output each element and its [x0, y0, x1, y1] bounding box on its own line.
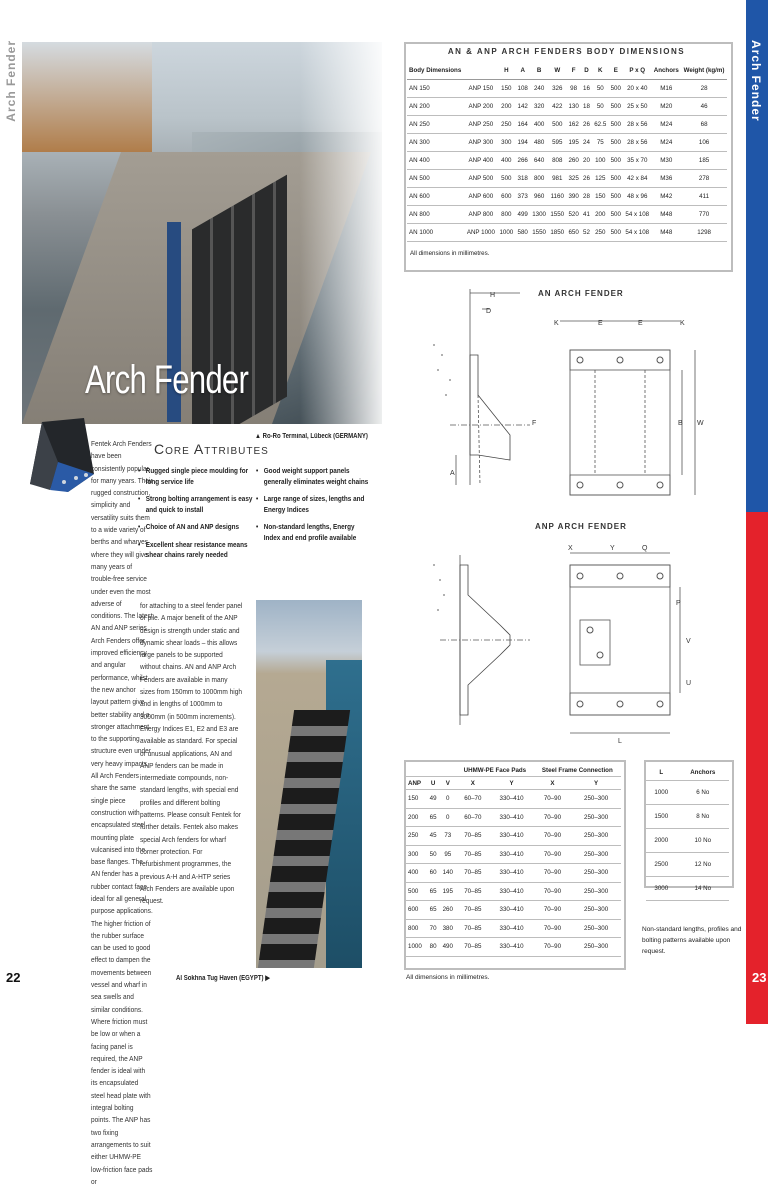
table-cell: 25 x 50	[623, 98, 651, 116]
table-cell: 70	[427, 919, 440, 938]
core-attributes-list-1	[138, 466, 258, 568]
table-cell: 250–300	[571, 901, 621, 920]
table-cell: 200	[592, 206, 608, 224]
table-cell: 52	[581, 224, 592, 242]
table-cell: ANP 250	[464, 116, 497, 134]
table-cell: 100	[592, 152, 608, 170]
core-attributes-title: Core Attributes	[154, 441, 269, 457]
table-cell: 108	[515, 80, 530, 98]
table-cell: 98	[566, 80, 581, 98]
column-header: X	[456, 777, 489, 790]
table-cell: 150	[497, 80, 515, 98]
table-cell: AN 1000	[407, 224, 464, 242]
table-cell: 70–85	[456, 919, 489, 938]
table-cell: 106	[681, 134, 727, 152]
table-cell: 18	[581, 98, 592, 116]
table-cell: 330–410	[489, 901, 533, 920]
table-cell: 300	[497, 134, 515, 152]
table-cell: 10 No	[677, 829, 729, 853]
table-cell: 140	[439, 864, 456, 883]
dimensions-table-title: AN & ANP ARCH FENDERS BODY DIMENSIONS	[447, 47, 686, 56]
table-cell: 500	[608, 98, 623, 116]
table-cell: 800	[530, 170, 548, 188]
table-cell: 70–90	[534, 845, 572, 864]
table-cell: 250–300	[571, 864, 621, 883]
table-cell: 12 No	[677, 853, 729, 877]
table-cell: 54 x 108	[623, 224, 651, 242]
table-cell: 200	[497, 98, 515, 116]
table-cell: 380	[439, 919, 456, 938]
table-cell: M48	[651, 224, 681, 242]
table-cell: ANP 400	[464, 152, 497, 170]
section-label-right: Arch Fender	[749, 40, 763, 122]
table-row	[406, 845, 621, 864]
label-f: F	[532, 420, 537, 427]
table-cell: 45	[427, 827, 440, 846]
table-cell: 800	[406, 919, 427, 938]
table-cell: 330–410	[489, 864, 533, 883]
table-cell: 250–300	[571, 845, 621, 864]
table-cell: 2500	[646, 853, 677, 877]
table-cell: 500	[608, 170, 623, 188]
table-cell: 65	[427, 901, 440, 920]
column-header: Anchors	[677, 764, 729, 781]
table-cell: 70–90	[534, 882, 572, 901]
table-cell: 28	[581, 188, 592, 206]
table-cell: 54 x 108	[623, 206, 651, 224]
table-cell: 390	[566, 188, 581, 206]
table-cell: 260	[439, 901, 456, 920]
table-cell: 73	[439, 827, 456, 846]
table-cell: 1160	[548, 188, 566, 206]
column-header: Y	[571, 777, 621, 790]
label-b: B	[678, 420, 683, 427]
table-cell: 411	[681, 188, 727, 206]
table-row	[407, 116, 727, 134]
table-cell: 1000	[406, 938, 427, 957]
table-row	[407, 206, 727, 224]
table-row	[406, 938, 621, 957]
table-cell: 278	[681, 170, 727, 188]
table-cell: 3000	[646, 877, 677, 901]
column-header: E	[608, 62, 623, 80]
table-cell: 330–410	[489, 938, 533, 957]
length-anchors-table	[646, 764, 729, 901]
table-cell: 75	[592, 134, 608, 152]
table-cell: 326	[548, 80, 566, 98]
table-cell: 500	[497, 170, 515, 188]
table-cell: 1850	[548, 224, 566, 242]
table-cell: 600	[406, 901, 427, 920]
table-cell: 500	[608, 152, 623, 170]
label-q: Q	[642, 545, 648, 552]
anp-arch-fender-drawing	[420, 535, 720, 750]
photo-caption-top: ▲ Ro-Ro Terminal, Lübeck (GERMANY)	[255, 433, 368, 440]
nonstandard-note: Non-standard lengths, profiles and bolting patterns available upon request.	[642, 926, 742, 955]
table-cell: 808	[548, 152, 566, 170]
attribute-item: • Good weight support panels generally eliminates weight chains	[256, 466, 372, 487]
table-cell: 35 x 70	[623, 152, 651, 170]
column-header: B	[530, 62, 548, 80]
label-p: P	[676, 600, 681, 607]
table-cell: 0	[439, 808, 456, 827]
page-number-right: 23	[752, 970, 767, 985]
table-cell: 60	[427, 864, 440, 883]
column-header: A	[515, 62, 530, 80]
table-cell: 500	[608, 134, 623, 152]
table-cell: 800	[497, 206, 515, 224]
table-cell: 48 x 96	[623, 188, 651, 206]
table-cell: 595	[548, 134, 566, 152]
wharf-photo	[256, 600, 362, 968]
table-cell: 0	[439, 790, 456, 809]
table-cell: 250–300	[571, 938, 621, 957]
column-header: U	[427, 777, 440, 790]
table-row	[646, 853, 729, 877]
attribute-item: • Excellent shear resistance means shear chains rarely needed	[138, 540, 258, 561]
table-cell: 16	[581, 80, 592, 98]
red-edge-strip	[746, 512, 768, 1024]
column-header: Body Dimensions	[407, 62, 464, 80]
table-row	[406, 790, 621, 809]
table-cell: 981	[548, 170, 566, 188]
table-cell: 770	[681, 206, 727, 224]
attribute-item: • Non-standard lengths, Energy Index and end profile available	[256, 522, 372, 543]
table-cell: AN 800	[407, 206, 464, 224]
intro-paragraph: Fentek Arch Fenders have been consistently popular for many years. Their rugged construction, simplicity and versatility suits them to a wide variety of berths and wharves where they will give many years of trouble-free service under even the most adverse of conditions. The latest AN and ANP series Arch Fenders offer improved efficiency and angular performance, whilst the new anchor layout pattern give better stability and a stronger attachment to the supporting structure even under very heavy impacts. All Arch Fenders share the same single piece construction with encapsulated steel mounting plate vulcanised into the base flanges. The AN fender has a rubber contact face ideal for all general purpose applications. The higher friction of the rubber surface can be used to good effect to dampen the movements between vessel and wharf in sea swells and similar conditions. Where friction must be low or when a facing panel is required, the ANP fender is ideal with its encapsulated steel head plate with integral bolting points. The ANP has two fixing arrangements to suit either UHMW-PE low-friction face pads or	[91, 439, 153, 1186]
table-cell: 70–90	[534, 827, 572, 846]
table-cell: 330–410	[489, 827, 533, 846]
table-cell: 320	[530, 98, 548, 116]
table-cell: M48	[651, 206, 681, 224]
table-cell: ANP 150	[464, 80, 497, 98]
table-cell: 8 No	[677, 805, 729, 829]
table-row	[407, 80, 727, 98]
table-cell: 240	[530, 80, 548, 98]
hero-title: Arch Fender	[85, 358, 249, 402]
table-cell: 70–90	[534, 808, 572, 827]
table-cell: M36	[651, 170, 681, 188]
label-a: A	[450, 470, 455, 477]
label-y: Y	[610, 545, 615, 552]
table-cell: 1550	[530, 224, 548, 242]
table-cell: M20	[651, 98, 681, 116]
column-header: Anchors	[651, 62, 681, 80]
table-row	[407, 224, 727, 242]
table-row	[407, 170, 727, 188]
table-cell: 250–300	[571, 808, 621, 827]
table-cell: 250–300	[571, 919, 621, 938]
table-cell: 50	[427, 845, 440, 864]
table-row	[407, 134, 727, 152]
core-attributes-list-2	[256, 466, 372, 550]
table-cell: 480	[530, 134, 548, 152]
group-steel-header: Steel Frame Connection	[534, 764, 621, 777]
table-cell: 650	[566, 224, 581, 242]
table-cell: 20	[581, 152, 592, 170]
table-cell: 373	[515, 188, 530, 206]
table-cell: M24	[651, 134, 681, 152]
table-cell: ANP 1000	[464, 224, 497, 242]
table-row	[406, 919, 621, 938]
table-cell: 330–410	[489, 882, 533, 901]
table-cell: 70–85	[456, 827, 489, 846]
table-cell: 28	[681, 80, 727, 98]
table-cell: 70–85	[456, 845, 489, 864]
table-cell: 400	[530, 116, 548, 134]
table-row	[407, 188, 727, 206]
label-e2: E	[638, 320, 643, 327]
table-cell: 49	[427, 790, 440, 809]
column-header: K	[592, 62, 608, 80]
table-row	[646, 877, 729, 901]
table-cell: 125	[592, 170, 608, 188]
table-cell: 80	[427, 938, 440, 957]
label-l: L	[618, 738, 622, 745]
table-cell: 499	[515, 206, 530, 224]
table-cell: 600	[497, 188, 515, 206]
table-cell: M30	[651, 152, 681, 170]
table-cell: 46	[681, 98, 727, 116]
column-header: H	[497, 62, 515, 80]
anp-table-note: All dimensions in millimetres.	[406, 974, 490, 981]
column-header	[464, 62, 497, 80]
table-cell: 250	[592, 224, 608, 242]
table-cell: 26	[581, 170, 592, 188]
table-cell: 1298	[681, 224, 727, 242]
table-row	[406, 901, 621, 920]
table-cell: 330–410	[489, 808, 533, 827]
table-cell: 50	[592, 80, 608, 98]
table-cell: 70–90	[534, 790, 572, 809]
table-cell: 162	[566, 116, 581, 134]
table-cell: 490	[439, 938, 456, 957]
table-cell: 185	[681, 152, 727, 170]
table-cell: 150	[592, 188, 608, 206]
table-cell: 164	[515, 116, 530, 134]
table-cell: 960	[530, 188, 548, 206]
attribute-item: • Choice of AN and ANP designs	[138, 522, 258, 533]
column-header: L	[646, 764, 677, 781]
column-header: V	[439, 777, 456, 790]
table-cell: 200	[406, 808, 427, 827]
an-arch-fender-drawing	[420, 285, 720, 505]
table-cell: 62.5	[592, 116, 608, 134]
page-number-left: 22	[6, 970, 21, 985]
dimensions-table	[407, 62, 727, 242]
table-cell: AN 150	[407, 80, 464, 98]
table-cell: 250	[497, 116, 515, 134]
table-cell: 1000	[497, 224, 515, 242]
table-cell: 142	[515, 98, 530, 116]
table-row	[646, 829, 729, 853]
middle-text: for attaching to a steel fender panel or pile. A major benefit of the ANP design is strength under static and dynamic shear loads – this allows large panels to be supported without chains. AN and ANP Arch Fenders are available in many sizes from 150mm to 1000mm high and in lengths of 1000mm to 3000mm (in 500mm increments). Energy Indices E1, E2 and E3 are available as standard. For special or unusual applications, AN and ANP fenders can be made in intermediate compounds, non-standard lengths, with special end profiles and different bolting patterns. Please consult Fentek for further details. Fentek also makes special Arch fenders for wharf corner protection. For refurbishment programmes, the previous A-H and A-HTP series Arch Fenders are available upon request.	[140, 601, 243, 906]
table-cell: 70–85	[456, 938, 489, 957]
table-cell: 500	[608, 116, 623, 134]
label-w: W	[697, 420, 704, 427]
table-cell: 266	[515, 152, 530, 170]
table-cell: 1000	[646, 781, 677, 805]
label-h: H	[490, 292, 496, 299]
table-row	[406, 827, 621, 846]
table-cell: 20 x 40	[623, 80, 651, 98]
column-header: ANP	[406, 777, 427, 790]
table-row	[406, 882, 621, 901]
table-cell: 250	[406, 827, 427, 846]
table-row	[406, 864, 621, 883]
table-cell: M42	[651, 188, 681, 206]
table-cell: 500	[548, 116, 566, 134]
table-cell: ANP 600	[464, 188, 497, 206]
table-cell: 65	[427, 882, 440, 901]
table-cell: 28 x 56	[623, 116, 651, 134]
table-cell: 42 x 84	[623, 170, 651, 188]
table-cell: 400	[406, 864, 427, 883]
table-cell: 500	[608, 188, 623, 206]
table-row	[646, 805, 729, 829]
table-cell: 70–85	[456, 901, 489, 920]
table-row	[407, 152, 727, 170]
attribute-item: • Strong bolting arrangement is easy and quick to install	[138, 494, 258, 515]
label-k2: K	[680, 320, 685, 327]
anp-drawing-title: ANP ARCH FENDER	[535, 522, 627, 531]
column-header: P x Q	[623, 62, 651, 80]
table-cell: 65	[427, 808, 440, 827]
table-row	[406, 808, 621, 827]
column-header: W	[548, 62, 566, 80]
column-header: X	[534, 777, 572, 790]
table-cell: AN 400	[407, 152, 464, 170]
label-u: U	[686, 680, 692, 687]
table-cell: 500	[608, 206, 623, 224]
table-cell: AN 500	[407, 170, 464, 188]
table-cell: AN 200	[407, 98, 464, 116]
table-cell: 195	[439, 882, 456, 901]
table-cell: ANP 200	[464, 98, 497, 116]
table-cell: 60–70	[456, 808, 489, 827]
table-cell: 194	[515, 134, 530, 152]
column-header: Y	[489, 777, 533, 790]
table-cell: 580	[515, 224, 530, 242]
table-cell: 24	[581, 134, 592, 152]
table-cell: 14 No	[677, 877, 729, 901]
an-drawing-title: AN ARCH FENDER	[538, 289, 624, 298]
table-cell: 300	[406, 845, 427, 864]
table-cell: 195	[566, 134, 581, 152]
column-header: Weight (kg/m)	[681, 62, 727, 80]
column-header: F	[566, 62, 581, 80]
label-e1: E	[598, 320, 603, 327]
table-cell: 325	[566, 170, 581, 188]
table-cell: 318	[515, 170, 530, 188]
label-k1: K	[554, 320, 559, 327]
table-cell: ANP 500	[464, 170, 497, 188]
table-cell: 95	[439, 845, 456, 864]
table-cell: M24	[651, 116, 681, 134]
table-cell: 500	[608, 80, 623, 98]
table-row	[646, 781, 729, 805]
table-cell: 1300	[530, 206, 548, 224]
table-cell: 250–300	[571, 790, 621, 809]
group-uhmw-header: UHMW-PE Face Pads	[456, 764, 534, 777]
label-x: X	[568, 545, 573, 552]
table-cell: 28 x 56	[623, 134, 651, 152]
table-cell: 400	[497, 152, 515, 170]
table-cell: 130	[566, 98, 581, 116]
table-cell: 500	[608, 224, 623, 242]
table-cell: 640	[530, 152, 548, 170]
table-cell: 250–300	[571, 827, 621, 846]
table-cell: 50	[592, 98, 608, 116]
table-cell: AN 250	[407, 116, 464, 134]
table-cell: 422	[548, 98, 566, 116]
attribute-item: • Rugged single piece moulding for long service life	[138, 466, 258, 487]
table-cell: 68	[681, 116, 727, 134]
table-cell: AN 300	[407, 134, 464, 152]
label-d: D	[486, 308, 492, 315]
table-cell: 1500	[646, 805, 677, 829]
table-cell: 500	[406, 882, 427, 901]
table-cell: 330–410	[489, 919, 533, 938]
table-cell: ANP 800	[464, 206, 497, 224]
table-cell: 150	[406, 790, 427, 809]
table-row	[407, 98, 727, 116]
table-cell: 250–300	[571, 882, 621, 901]
dimensions-note: All dimensions in millimetres.	[410, 250, 490, 257]
table-cell: AN 600	[407, 188, 464, 206]
table-cell: 1550	[548, 206, 566, 224]
photo-caption-bottom: Al Sokhna Tug Haven (EGYPT) ▶	[176, 975, 270, 982]
table-cell: ANP 300	[464, 134, 497, 152]
label-v: V	[686, 638, 691, 645]
table-cell: 330–410	[489, 790, 533, 809]
table-cell: 70–85	[456, 882, 489, 901]
table-cell: 2000	[646, 829, 677, 853]
table-cell: 520	[566, 206, 581, 224]
table-cell: 70–90	[534, 919, 572, 938]
table-cell: 70–90	[534, 901, 572, 920]
column-header: D	[581, 62, 592, 80]
table-cell: 41	[581, 206, 592, 224]
table-cell: 70–90	[534, 938, 572, 957]
section-label-left: Arch Fender	[4, 40, 18, 122]
table-cell: 70–90	[534, 864, 572, 883]
table-cell: 60–70	[456, 790, 489, 809]
table-cell: 330–410	[489, 845, 533, 864]
table-cell: 26	[581, 116, 592, 134]
attribute-item: • Large range of sizes, lengths and Energy Indices	[256, 494, 372, 515]
anp-connection-table	[406, 764, 621, 957]
table-cell: M16	[651, 80, 681, 98]
table-cell: 70–85	[456, 864, 489, 883]
table-cell: 6 No	[677, 781, 729, 805]
table-cell: 260	[566, 152, 581, 170]
